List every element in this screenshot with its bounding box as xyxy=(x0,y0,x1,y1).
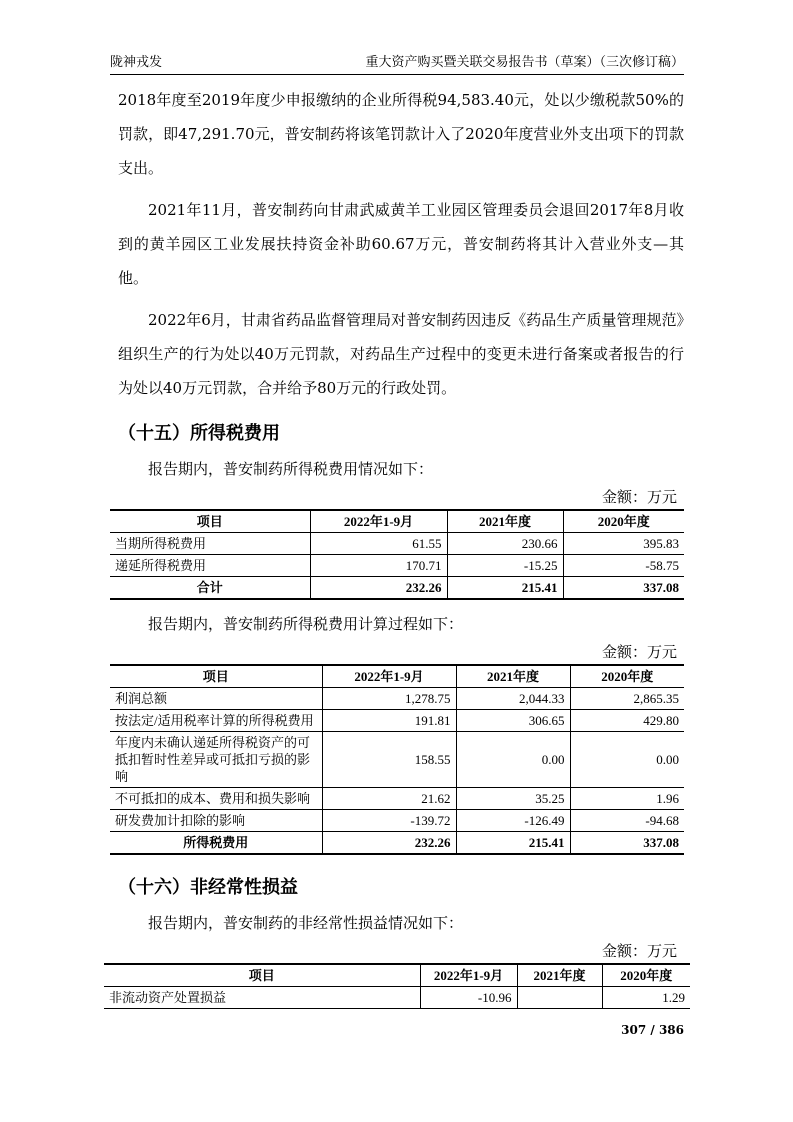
column-header: 项目 xyxy=(104,964,420,987)
table-row xyxy=(110,533,684,555)
section-15-intro: 报告期内，普安制药所得税费用情况如下： xyxy=(148,460,434,478)
cell: 337.08 xyxy=(563,577,684,600)
cell: 21.62 xyxy=(322,788,456,810)
page-number: 307 / 386 xyxy=(621,1023,684,1037)
unit-label: 金额：万元 xyxy=(601,942,677,960)
header-title: 重大资产购买暨关联交易报告书（草案）（三次修订稿） xyxy=(365,55,684,70)
column-header: 2021年度 xyxy=(517,964,602,987)
cell: 2,044.33 xyxy=(456,688,570,710)
row-label: 合计 xyxy=(110,577,310,600)
table-header-row xyxy=(104,964,690,987)
cell: 2,865.35 xyxy=(570,688,684,710)
cell: 337.08 xyxy=(570,832,684,855)
row-label: 递延所得税费用 xyxy=(110,555,310,577)
row-label: 利润总额 xyxy=(110,688,322,710)
cell: -10.96 xyxy=(420,987,517,1009)
cell: -15.25 xyxy=(447,555,563,577)
column-header: 2020年度 xyxy=(570,665,684,688)
cell: -94.68 xyxy=(570,810,684,832)
table-header-row xyxy=(110,665,684,688)
section-16-intro: 报告期内，普安制药的非经常性损益情况如下： xyxy=(148,914,464,932)
cell: -126.49 xyxy=(456,810,570,832)
row-label: 非流动资产处置损益 xyxy=(104,987,420,1009)
column-header: 2020年度 xyxy=(602,964,690,987)
column-header: 项目 xyxy=(110,510,310,533)
table-row xyxy=(110,732,684,788)
unit-label: 金额：万元 xyxy=(601,643,677,661)
column-header: 项目 xyxy=(110,665,322,688)
page-header xyxy=(110,52,684,75)
column-header: 2022年1-9月 xyxy=(322,665,456,688)
cell: 0.00 xyxy=(570,732,684,788)
cell: 1.29 xyxy=(602,987,690,1009)
table-row xyxy=(110,555,684,577)
section-16-title: （十六）非经常性损益 xyxy=(118,877,298,898)
column-header: 2022年1-9月 xyxy=(310,510,447,533)
table-header-row xyxy=(110,510,684,533)
cell: 35.25 xyxy=(456,788,570,810)
cell: 215.41 xyxy=(456,832,570,855)
column-header: 2021年度 xyxy=(447,510,563,533)
table-total-row xyxy=(110,577,684,600)
paragraph-1: 2018年度至2019年度少申报缴纳的企业所得税94,583.40元，处以少缴税款50%的罚款，即47,291.70元，普安制药将该笔罚款计入了2020年度营业外支出项下的罚款支出。 xyxy=(118,91,684,177)
cell: 395.83 xyxy=(563,533,684,555)
cell: 191.81 xyxy=(322,710,456,732)
cell: 61.55 xyxy=(310,533,447,555)
cell: -139.72 xyxy=(322,810,456,832)
row-label: 年度内未确认递延所得税资产的可抵扣暂时性差异或可抵扣亏损的影响 xyxy=(110,732,322,788)
table-total-row xyxy=(110,832,684,855)
cell: 306.65 xyxy=(456,710,570,732)
cell: 230.66 xyxy=(447,533,563,555)
table-row xyxy=(110,810,684,832)
income-tax-calculation-table xyxy=(110,664,684,855)
non-recurring-gains-table xyxy=(104,963,690,1009)
paragraph-3: 2022年6月，甘肃省药品监督管理局对普安制药因违反《药品生产质量管理规范》组织生产的行为处以40万元罚款，对药品生产过程中的变更未进行备案或者报告的行为处以40万元罚款，合并给予80万元的行政处罚。 xyxy=(118,311,684,397)
table-row xyxy=(104,987,690,1009)
cell: 1,278.75 xyxy=(322,688,456,710)
cell: 429.80 xyxy=(570,710,684,732)
cell: 232.26 xyxy=(310,577,447,600)
header-company: 陇神戎发 xyxy=(110,55,163,70)
table-row xyxy=(110,688,684,710)
row-label: 所得税费用 xyxy=(110,832,322,855)
cell: 215.41 xyxy=(447,577,563,600)
cell: 1.96 xyxy=(570,788,684,810)
row-label: 当期所得税费用 xyxy=(110,533,310,555)
table-row xyxy=(110,710,684,732)
unit-label: 金额：万元 xyxy=(601,488,677,506)
cell xyxy=(517,987,602,1009)
cell: 232.26 xyxy=(322,832,456,855)
section-15-intro-2: 报告期内，普安制药所得税费用计算过程如下： xyxy=(148,615,464,633)
table-row xyxy=(110,788,684,810)
cell: 158.55 xyxy=(322,732,456,788)
cell: 170.71 xyxy=(310,555,447,577)
section-15-title: （十五）所得税费用 xyxy=(118,423,280,444)
row-label: 按法定/适用税率计算的所得税费用 xyxy=(110,710,322,732)
income-tax-table xyxy=(110,509,684,600)
row-label: 不可抵扣的成本、费用和损失影响 xyxy=(110,788,322,810)
column-header: 2020年度 xyxy=(563,510,684,533)
paragraph-2: 2021年11月，普安制药向甘肃武威黄羊工业园区管理委员会退回2017年8月收到的黄羊园区工业发展扶持资金补助60.67万元，普安制药将其计入营业外支—其他。 xyxy=(118,201,684,287)
row-label: 研发费加计扣除的影响 xyxy=(110,810,322,832)
cell: 0.00 xyxy=(456,732,570,788)
column-header: 2021年度 xyxy=(456,665,570,688)
column-header: 2022年1-9月 xyxy=(420,964,517,987)
cell: -58.75 xyxy=(563,555,684,577)
